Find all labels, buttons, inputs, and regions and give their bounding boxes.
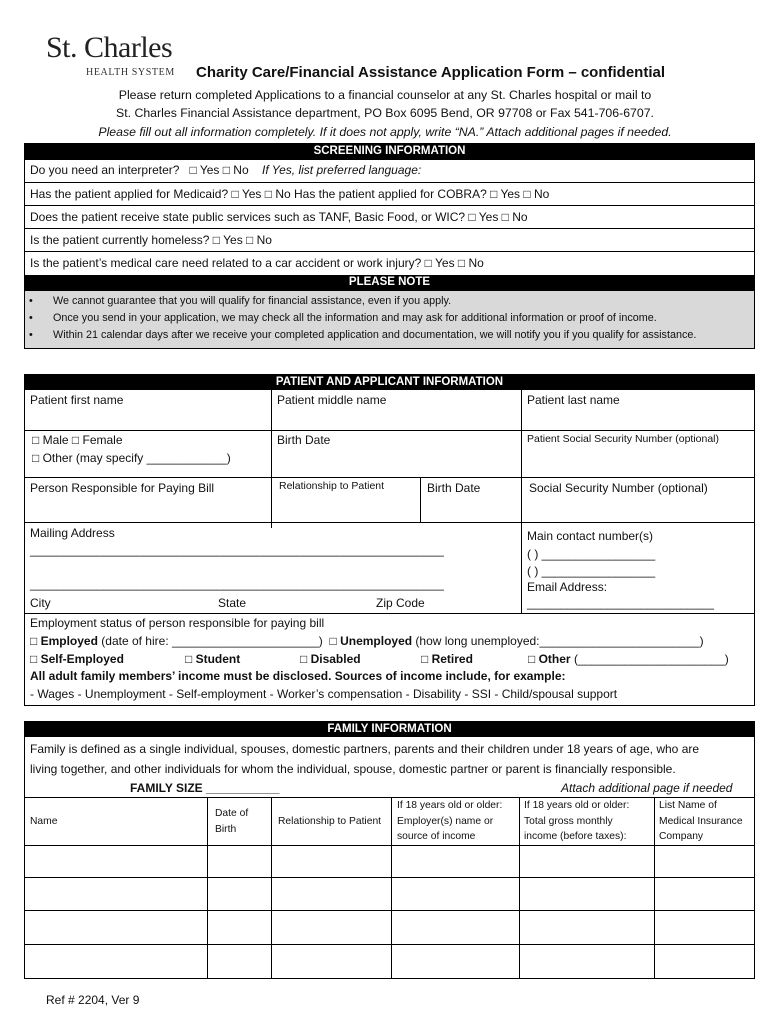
interpreter-language-note: If Yes, list preferred language: <box>262 163 422 177</box>
city-label: City <box>30 596 51 610</box>
divider <box>25 613 754 614</box>
screening-section <box>24 143 755 349</box>
note-bullet: • Within 21 calendar days after we receive your completed application and documentation, we will notify you if you qualify for assistance. <box>29 329 697 341</box>
table-row[interactable] <box>25 944 754 945</box>
date-of-hire-field[interactable]: (date of hire: ______________________) <box>101 634 323 648</box>
col-relationship: Relationship to Patient <box>278 816 382 827</box>
phone-field-2[interactable]: ( ) _________________ <box>527 564 656 578</box>
family-section <box>24 721 755 979</box>
family-size-field[interactable]: FAMILY SIZE ___________ <box>130 781 280 795</box>
table-row[interactable] <box>25 877 754 878</box>
note-bullet: • Once you send in your application, we may check all the information and may ask for additional information or proof of income. <box>29 312 657 324</box>
note-bullet: • We cannot guarantee that you will qualify for financial assistance, even if you apply. <box>29 295 452 307</box>
responsible-ssn-label: Social Security Number (optional) <box>529 481 708 495</box>
divider <box>25 477 754 478</box>
self-employed-option[interactable]: □ Self-Employed <box>30 652 124 666</box>
state-label: State <box>218 596 247 610</box>
table-row[interactable] <box>25 845 754 846</box>
col-income: If 18 years old or older: Total gross monthly income (before taxes): <box>524 800 630 842</box>
patient-gender-options[interactable]: □ Male □ Female <box>32 433 123 447</box>
form-title: Charity Care/Financial Assistance Application Form – confidential <box>196 64 665 81</box>
intro-line-1: Please return completed Applications to a financial counselor at any St. Charles hospital or mail to <box>118 88 652 102</box>
patient-last-name-label: Patient last name <box>527 393 620 407</box>
retired-option[interactable]: □ Retired <box>421 652 473 666</box>
employment-line-1[interactable] <box>30 634 704 648</box>
employed-option[interactable]: □ Employed <box>30 634 98 648</box>
other-employment-option[interactable]: □ Other (______________________) <box>528 652 729 666</box>
phone-field-1[interactable]: ( ) _________________ <box>527 547 656 561</box>
note-area <box>25 290 754 348</box>
patient-gender-other[interactable]: □ Other (may specify ____________) <box>32 451 231 465</box>
note-header: PLEASE NOTE <box>25 275 754 290</box>
divider <box>25 522 754 523</box>
patient-header: PATIENT AND APPLICANT INFORMATION <box>25 375 754 390</box>
interpreter-question: Do you need an interpreter? <box>30 163 180 177</box>
address-line-1[interactable]: ______________________________________________________________ <box>30 543 444 557</box>
patient-middle-name-label: Patient middle name <box>277 393 387 407</box>
col-name: Name <box>30 816 58 827</box>
patient-first-name-label: Patient first name <box>30 393 124 407</box>
col-dob: Date of Birth <box>215 808 249 835</box>
family-definition-1: Family is defined as a single individual, spouses, domestic partners, parents and their children under 18 years of age, who are <box>30 742 700 756</box>
attach-note: Attach additional page if needed <box>561 781 733 795</box>
disabled-option[interactable]: □ Disabled <box>300 652 361 666</box>
accident-row[interactable]: Is the patient’s medical care need related to a car accident or work injury? □ Yes □ No <box>25 251 754 274</box>
interpreter-row[interactable] <box>25 159 754 182</box>
col-employer: If 18 years old or older: Employer(s) name or source of income <box>397 800 503 842</box>
family-header: FAMILY INFORMATION <box>25 722 754 737</box>
responsible-person-label: Person Responsible for Paying Bill <box>30 481 215 495</box>
address-line-2[interactable]: ______________________________________________________________ <box>30 577 444 591</box>
homeless-row[interactable]: Is the patient currently homeless? □ Yes □ No <box>25 228 754 251</box>
relationship-label: Relationship to Patient <box>279 480 385 492</box>
divider <box>521 477 522 522</box>
patient-section <box>24 374 755 706</box>
divider <box>25 797 754 798</box>
income-note: All adult family members’ income must be disclosed. Sources of income include, for example: <box>30 669 566 683</box>
logo-subtitle: HEALTH SYSTEM <box>86 67 175 78</box>
mailing-address-label: Mailing Address <box>30 526 115 540</box>
unemployed-option[interactable]: □ Unemployed <box>329 634 413 648</box>
student-option[interactable]: □ Student <box>185 652 241 666</box>
footer-ref: Ref # 2204, Ver 9 <box>46 993 140 1007</box>
divider <box>271 390 272 528</box>
employment-status-label: Employment status of person responsible for paying bill <box>30 616 325 630</box>
logo: St. Charles <box>46 31 173 64</box>
zip-code-label: Zip Code <box>376 596 425 610</box>
screening-header: SCREENING INFORMATION <box>25 144 754 159</box>
divider <box>420 477 421 522</box>
unemployed-duration-field[interactable]: (how long unemployed:________________________) <box>415 634 704 648</box>
patient-birth-date-label: Birth Date <box>277 433 331 447</box>
divider <box>521 390 522 481</box>
patient-ssn-label: Patient Social Security Number (optional) <box>527 433 720 445</box>
responsible-birth-date-label: Birth Date <box>427 481 481 495</box>
divider <box>521 522 522 614</box>
email-label: Email Address: <box>527 580 608 594</box>
divider <box>25 430 754 431</box>
divider <box>271 797 272 978</box>
table-row[interactable] <box>25 910 754 911</box>
interpreter-options[interactable]: □ Yes □ No <box>189 163 249 177</box>
family-definition-2: living together, and other individuals for whom the individual, spouse, domestic partner or parent is financially responsible. <box>30 762 676 776</box>
public-services-row[interactable]: Does the patient receive state public services such as TANF, Basic Food, or WIC? □ Yes □ No <box>25 205 754 228</box>
divider <box>207 797 208 978</box>
income-sources: - Wages - Unemployment - Self-employment - Worker’s compensation - Disability - SSI - Child/spousal support <box>30 687 618 701</box>
intro-line-3: Please fill out all information completely. If it does not apply, write “NA.” Attach additional pages if needed. <box>98 125 672 139</box>
email-field[interactable]: ____________________________ <box>527 596 714 610</box>
medicaid-cobra-row[interactable]: Has the patient applied for Medicaid? □ Yes □ No Has the patient applied for COBRA? □ Yes □ No <box>25 182 754 205</box>
col-insurance: List Name of Medical Insurance Company <box>659 800 743 842</box>
main-contact-label: Main contact number(s) <box>527 529 654 543</box>
divider <box>391 797 392 978</box>
divider <box>519 797 520 978</box>
divider <box>654 797 655 978</box>
intro-line-2: St. Charles Financial Assistance department, PO Box 6095 Bend, OR 97708 or Fax 541-706-6707. <box>116 106 654 120</box>
